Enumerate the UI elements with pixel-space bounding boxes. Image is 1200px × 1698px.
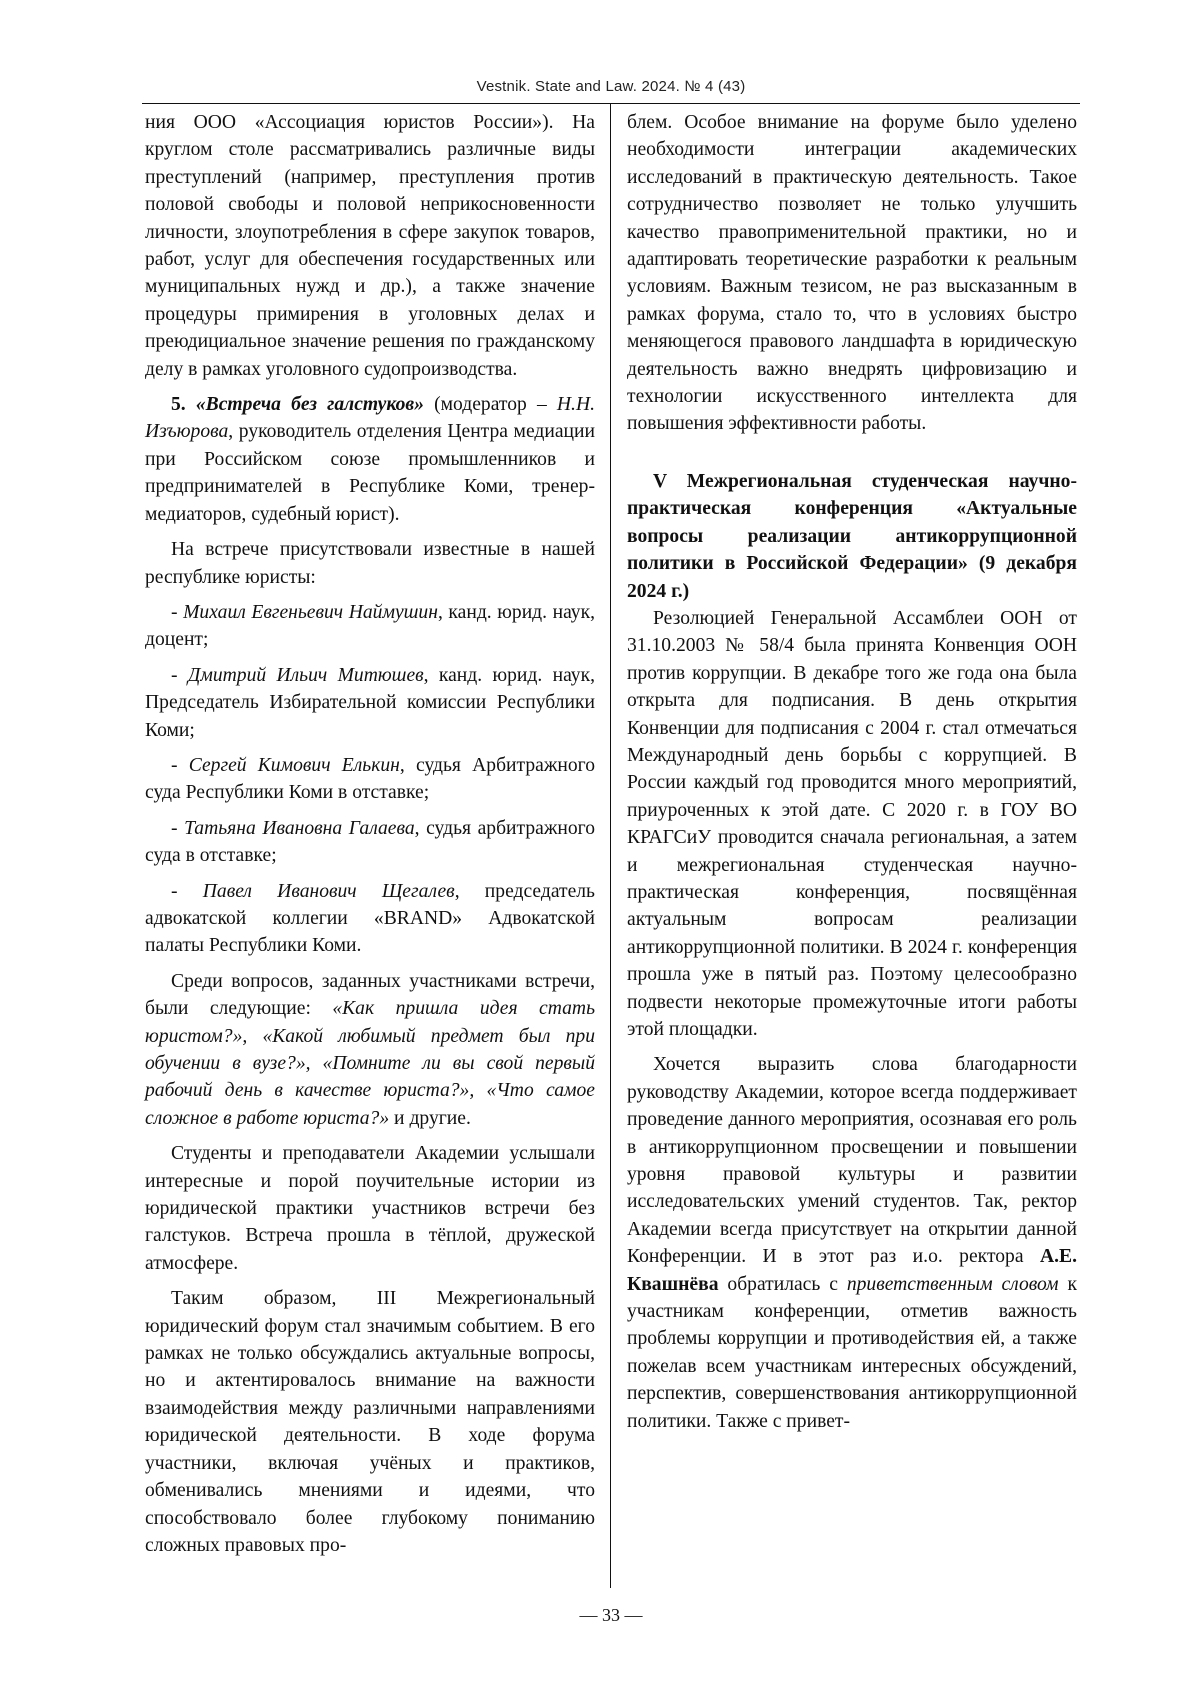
page-number: — 33 — [142,1605,1080,1626]
section-number: 5. [171,394,196,415]
journal-page [0,0,1200,1698]
section-heading: V Межрегиональная студенческая научно-практическая конференция «Актуальные вопросы реализации антикоррупционной политики в Российской Федерации» (9 декабря 2024 г.) [627,468,1077,605]
paragraph: Таким образом, III Межрегиональный юридический форум стал значимым событием. В его рамках не только обсуждались актуальные вопросы, но и актентировалось внимание на важности взаимодействия между различными направлениями юридической деятельности. В ходе форума участники, включая учёных и практиков, обменивались мнениями и идеями, что способствовало более глубокому пониманию сложных правовых про- [145,1285,595,1559]
paragraph: Хочется выразить слова благодарности руководству Академии, которое всегда поддерживает проведение данного мероприятия, осознавая его роль в антикоррупционном просвещении и повышении уровня правовой культуры и развитии исследовательских умений студентов. Так, ректор Академии всегда присутствует на открытии данной Конференции. И в этот раз и.о. ректора А.Е. Квашнёва обратилась с приветственным словом к участникам конференции, отметив важность проблемы коррупции и противодействия ей, а также пожелав всем участникам интересных обсуждений, перспектив, совершенствования антикоррупционной политики. Также с привет- [627,1051,1077,1435]
moderator-name: Н.Н. Изъюрова [145,394,595,442]
paragraph: Студенты и преподаватели Академии услышали интересные и порой поучительные истории из юридической практики участников встречи без галстуков. Встреча прошла в тёплой, дружеской атмосфере. [145,1140,595,1277]
paragraph: блем. Особое внимание на форуме было уделено необходимости интеграции академических исследований в практическую деятельность. Такое сотрудничество позволяет не только улучшить качество правоприменительной практики, но и адаптировать теоретические разработки к реальным условиям. Важным тезисом, не раз высказанным в рамках форума, стало то, что в условиях быстро меняющегося правового ландшафта в юридическую деятельность важно внедрять цифровизацию и технологии искусственного интеллекта для повышения эффективности работы. [627,109,1077,438]
paragraph: На встрече присутствовали известные в нашей республике юристы: [145,536,595,591]
questions-italic: «Как пришла идея стать юристом?», «Какой любимый предмет был при обучении в вузе?», «Помните ли вы свой первый рабочий день в качестве юриста?», «Что самое сложное в работе юриста?» [145,998,595,1129]
left-column [145,109,595,1559]
list-item: - Михаил Евгеньевич Наймушин, канд. юрид. наук, доцент; [145,599,595,654]
section-title: «Встреча без галстуков» [196,394,424,415]
list-item: - Сергей Кимович Елькин, судья Арбитражного суда Республики Коми в отставке; [145,752,595,807]
person-name: Михаил Евгеньевич Наймушин [183,602,438,623]
person-name: Павел Иванович Щегалев [203,881,455,902]
paragraph: Резолюцией Генеральной Ассамблеи ООН от 31.10.2003 № 58/4 была принята Конвенция ООН против коррупции. В декабре того же года она была открыта для подписания. В день открытия Конвенции для подписания с 2004 г. стал отмечаться Международный день борьбы с коррупцией. В России каждый год проводится много мероприятий, приуроченных к этой дате. С 2020 г. в ГОУ ВО КРАГСиУ проводится сначала региональная, а затем и межрегиональная студенческая научно-практическая конференция, посвящённая актуальным вопросам реализации антикоррупционной политики. В 2024 г. конференция прошла уже в пятый раз. Поэтому целесообразно подвести некоторые промежуточные итоги работы этой площадки. [627,605,1077,1044]
paragraph: ния ООО «Ассоциация юристов России»). На круглом столе рассматривались различные виды преступлений (например, преступления против половой свободы и половой неприкосновенности личности, злоупотребления в сфере закупок товаров, работ, услуг для обеспечения государственных или муниципальных нужд и др.), а также значение процедуры примирения в уголовных делах и преюдициальное значение решения по гражданскому делу в рамках уголовного судопроизводства. [145,109,595,383]
list-item: - Павел Иванович Щегалев, председатель адвокатской коллегии «BRAND» Адвокатской палаты Республики Коми. [145,878,595,960]
header-rule [142,103,1080,104]
person-name: Татьяна Ивановна Галаева [184,818,415,839]
person-name: Дмитрий Ильич Митюшев [188,665,424,686]
running-head: Vestnik. State and Law. 2024. № 4 (43) [142,78,1080,95]
section-5-paragraph: 5. «Встреча без галстуков» (модератор – Н.Н. Изъюрова, руководитель отделения Центра медиации при Российском союзе промышленников и предпринимателей в Республике Коми, тренер-медиаторов, судебный юрист). [145,391,595,528]
column-divider [610,104,611,1588]
right-column [627,109,1077,1435]
italic-phrase: приветственным словом [847,1274,1059,1295]
list-item: - Татьяна Ивановна Галаева, судья арбитражного суда в отставке; [145,815,595,870]
rector-name: А.Е. Квашнёва [627,1246,1077,1294]
paragraph: Среди вопросов, заданных участниками встречи, были следующие: «Как пришла идея стать юристом?», «Какой любимый предмет был при обучении в вузе?», «Помните ли вы свой первый рабочий день в качестве юриста?», «Что самое сложное в работе юриста?» и другие. [145,968,595,1132]
person-name: Сергей Кимович Елькин [189,755,400,776]
list-item: - Дмитрий Ильич Митюшев, канд. юрид. наук, Председатель Избирательной комиссии Республики Коми; [145,662,595,744]
